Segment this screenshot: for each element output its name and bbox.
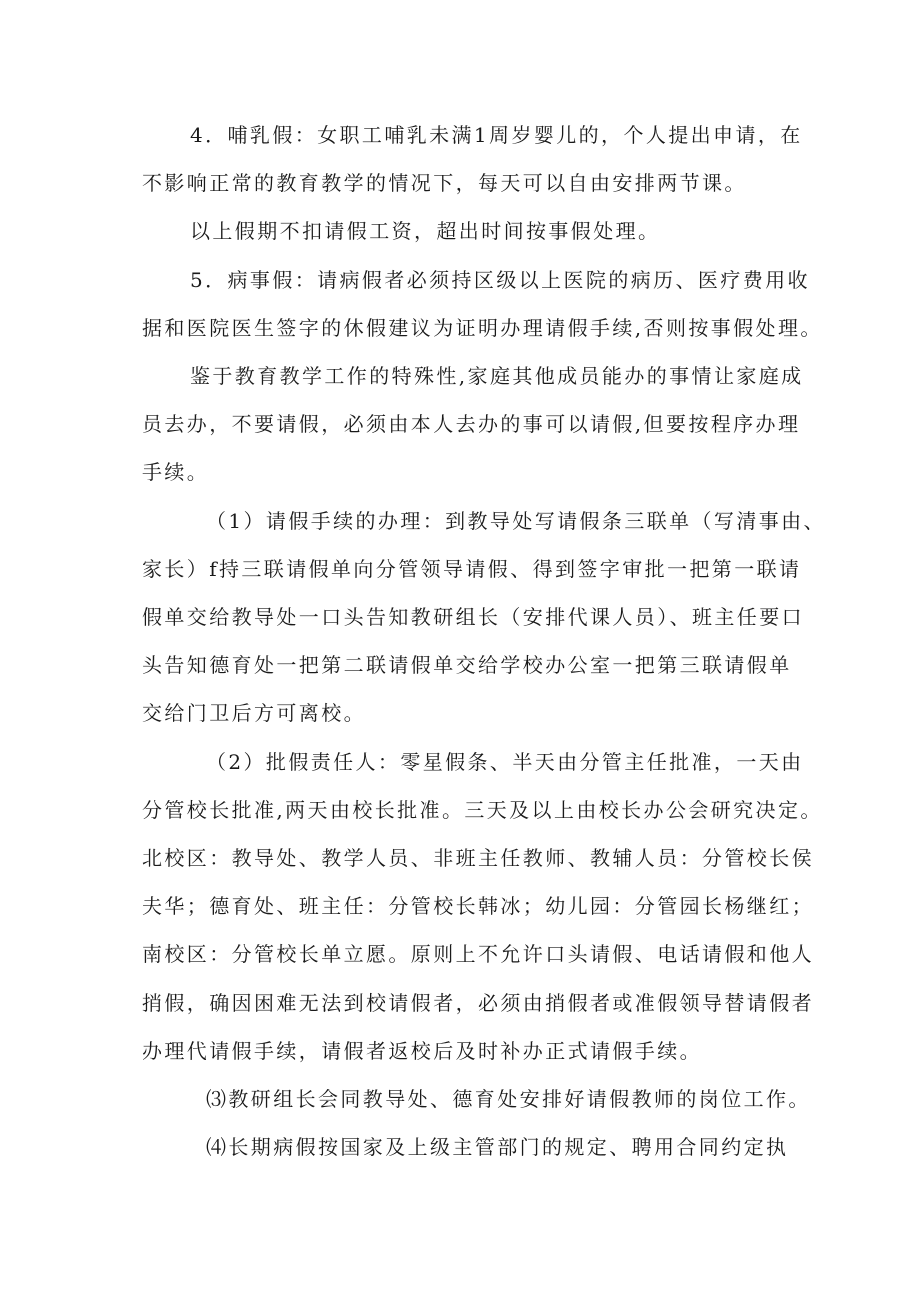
text-line: 交给门卫后方可离校。 (142, 701, 366, 725)
text-line: 以上假期不扣请假工资，超出时间按事假处理。 (190, 219, 661, 243)
text-line: 假单交给教导处一口头告知教研组长（安排代课人员）、班主任要口 (142, 605, 804, 629)
text-line: （2）批假责任人：零星假条、半天由分管主任批准，一天由 (206, 750, 804, 774)
text-line: 家长）f持三联请假单向分管领导请假、得到签字审批一把第一联请 (142, 557, 802, 581)
text-line: 手续。 (142, 460, 210, 484)
text-line: 5．病事假：请病假者必须持区级以上医院的病历、医疗费用收 (190, 268, 810, 292)
text-line: 4．哺乳假：女职工哺乳未满1周岁婴儿的，个人提出申请，在 (190, 123, 803, 147)
text-line: 不影响正常的教育教学的情况下，每天可以自由安排两节课。 (142, 171, 747, 195)
text-line: ⑷长期病假按国家及上级主管部门的规定、聘用合同约定执 (206, 1135, 789, 1159)
text-line: 分管校长批准,两天由校长批准。三天及以上由校长办公会研究决定。 (142, 798, 823, 822)
text-line: （1）请假手续的办理：到教导处写请假条三联单（写清事由、 (206, 509, 826, 533)
text-line: 南校区：分管校长单立愿。原则上不允许口头请假、电话请假和他人 (142, 942, 814, 966)
text-line: ⑶教研组长会同教导处、德育处安排好请假教师的岗位工作。 (206, 1087, 811, 1111)
text-line: 夫华；德育处、班主任：分管校长韩冰；幼儿园：分管园长杨继红； (142, 894, 814, 918)
text-line: 捎假，确因困难无法到校请假者，必须由捎假者或准假领导替请假者 (142, 991, 814, 1015)
text-line: 办理代请假手续，请假者返校后及时补办正式请假手续。 (142, 1039, 702, 1063)
text-line: 据和医院医生签字的休假建议为证明办理请假手续,否则按事假处理。 (142, 316, 823, 340)
text-line: 员去办，不要请假，必须由本人去办的事可以请假,但要按程序办理 (142, 412, 801, 436)
text-line: 头告知德育处一把第二联请假单交给学校办公室一把第三联请假单 (142, 653, 792, 677)
text-line: 鉴于教育教学工作的特殊性,家庭其他成员能办的事情让家庭成 (190, 364, 804, 388)
text-line: 北校区：教导处、教学人员、非班主任教师、教辅人员：分管校长侯 (142, 846, 814, 870)
